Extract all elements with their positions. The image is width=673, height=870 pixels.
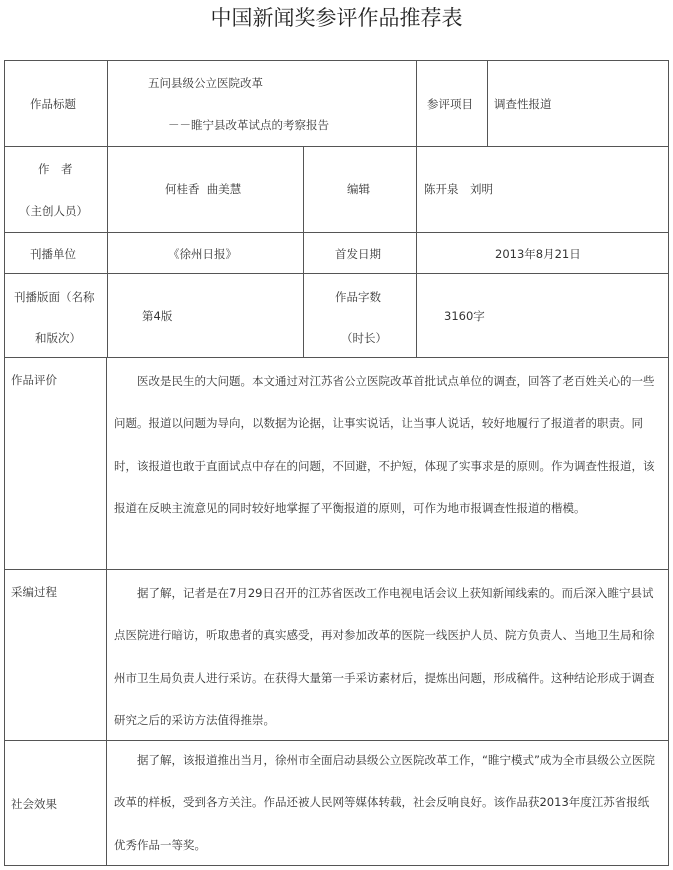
category-value-cell xyxy=(487,60,669,146)
work-title-label: 作品标题 xyxy=(30,97,76,111)
authors-value-cell xyxy=(107,146,303,232)
word-count-value-cell xyxy=(416,273,669,357)
process-label-cell xyxy=(4,569,106,740)
page-label-cell xyxy=(4,273,107,357)
effect-label-cell xyxy=(4,740,106,866)
publish-date-label: 首发日期 xyxy=(335,247,381,261)
editors-value: 陈开泉 刘明 xyxy=(424,182,493,196)
author-label-note: （主创人员） xyxy=(19,204,88,218)
page-value-cell xyxy=(107,273,303,357)
evaluation-text: 医改是民生的大问题。本文通过对江苏省公立医院改革首批试点单位的调查，回答了老百姓关心的一些问题。报道以问题为导向，以数据为论据，让事实说话，让当事人说话，较好地履行了报道者的职责。同时，该报道也敢于直面试点中存在的问题，不回避，不护短，体现了实事求是的原则。作为调查性报道，该报道在反映主流意见的同时较好地掌握了平衡报道的原则，可作为地市报调查性报道的楷模。 xyxy=(114,374,655,515)
evaluation-label-cell xyxy=(4,357,106,569)
page-value: 第4版 xyxy=(142,309,173,323)
authors-value: 何桂香 曲美慧 xyxy=(165,182,242,196)
word-count-label-note: （时长） xyxy=(341,331,387,345)
publisher-value-cell xyxy=(107,232,303,273)
editor-label: 编辑 xyxy=(347,182,370,196)
word-count-label: 作品字数 xyxy=(335,290,381,304)
author-label-cell xyxy=(4,146,107,232)
editor-label-cell xyxy=(303,146,416,232)
category-label: 参评项目 xyxy=(427,97,473,111)
work-title-subtitle: －－睢宁县改革试点的考察报告 xyxy=(168,118,329,132)
publish-date-value: 2013年8月21日 xyxy=(495,247,581,261)
work-title-value-cell xyxy=(107,60,416,146)
effect-text: 据了解，该报道推出当月，徐州市全面启动县级公立医院改革工作，“睢宁模式”成为全市县级公立医院改革的样板，受到各方关注。作品还被人民网等媒体转载，社会反响良好。该作品获2013年度江苏省报纸优秀作品一等奖。 xyxy=(114,753,655,852)
process-text-cell xyxy=(106,569,669,740)
category-label-cell xyxy=(416,60,487,146)
page-label: 刊播版面（名称 xyxy=(14,290,95,304)
author-label: 作 者 xyxy=(38,162,73,176)
effect-text-cell xyxy=(106,740,669,866)
category-value: 调查性报道 xyxy=(494,97,552,111)
publisher-label: 刊播单位 xyxy=(30,247,76,261)
word-count-value: 3160字 xyxy=(444,309,485,323)
publish-date-label-cell xyxy=(303,232,416,273)
publish-date-value-cell xyxy=(416,232,669,273)
editors-value-cell xyxy=(416,146,669,232)
page-title: 中国新闻奖参评作品推荐表 xyxy=(210,6,463,30)
effect-label: 社会效果 xyxy=(11,797,57,811)
work-title-label-cell xyxy=(4,60,107,146)
work-title-main: 五问县级公立医院改革 xyxy=(148,76,263,90)
evaluation-text-cell xyxy=(106,357,669,569)
publisher-value: 《徐州日报》 xyxy=(168,247,237,261)
evaluation-label: 作品评价 xyxy=(11,373,57,387)
process-label: 采编过程 xyxy=(11,585,57,599)
page-label-note: 和版次） xyxy=(35,331,81,345)
process-text: 据了解，记者是在7月29日召开的江苏省医改工作电视电话会议上获知新闻线索的。而后深入睢宁县试点医院进行暗访，听取患者的真实感受，再对参加改革的医院一线医护人员、院方负责人、当地卫生局和徐州市卫生局负责人进行采访。在获得大量第一手采访素材后，提炼出问题，形成稿件。这种结论形成于调查研究之后的采访方法值得推崇。 xyxy=(114,586,655,727)
publisher-label-cell xyxy=(4,232,107,273)
word-count-label-cell xyxy=(303,273,416,357)
